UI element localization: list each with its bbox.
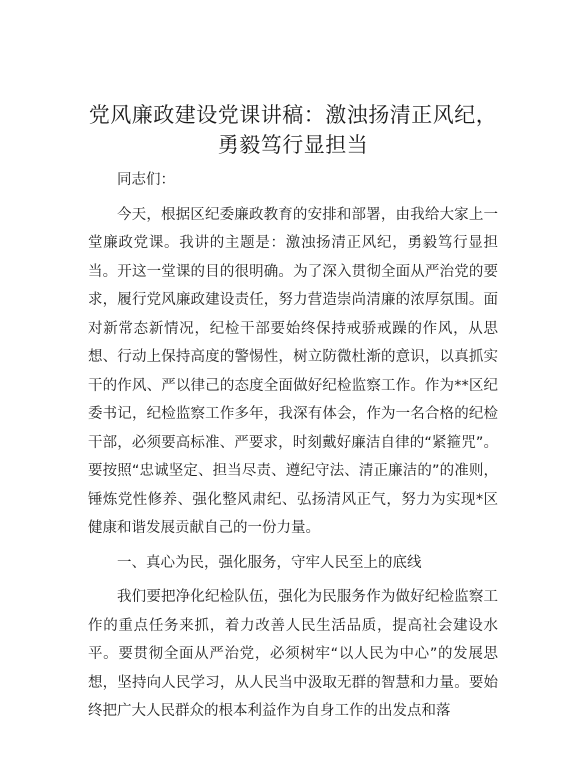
document-title: 党风廉政建设党课讲稿：激浊扬清正风纪，勇毅笃行显担当 (88, 103, 498, 157)
section-paragraph: 我们要把净化纪检队伍，强化为民服务作为做好纪检监察工作的重点任务来抓，着力改善人民生活品质，提高社会建设水平。要贯彻全面从严治党，必须树牢“以人民为中心”的发展思想，坚持向人民学习，从人民当中汲取无群的智慧和力量。要始终把广大人民群众的根本利益作为自身工作的出发点和落 (88, 589, 498, 719)
document-body (88, 166, 498, 726)
opening-paragraph: 今天，根据区纪委廉政教育的安排和部署，由我给大家上一堂廉政党课。我讲的主题是：激浊扬清正风纪，勇毅笃行显担当。开这一堂课的目的很明确。为了深入贯彻全面从严治党的要求，履行党风廉政建设责任，努力营造崇尚清廉的浓厚氛围。面对新常态新情况，纪检干部要始终保持戒骄戒躁的作风，从思想、行动上保持高度的警惕性，树立防微杜渐的意识，以真抓实干的作风、严以律己的态度全面做好纪检监察工作。作为**区纪委书记，纪检监察工作多年，我深有体会，作为一名合格的纪检干部，必须要高标准、严要求，时刻戴好廉洁自律的“紧箍咒”。要按照“忠诚坚定、担当尽责、遵纪守法、清正廉洁的”的准则，锤炼党性修养、强化整风肃纪、弘扬清风正气，努力为实现*区健康和谐发展贡献自己的一份力量。 (88, 206, 498, 536)
section-heading: 一、真心为民，强化服务，守牢人民至上的底线 (117, 554, 422, 571)
salutation: 同志们： (117, 172, 175, 188)
